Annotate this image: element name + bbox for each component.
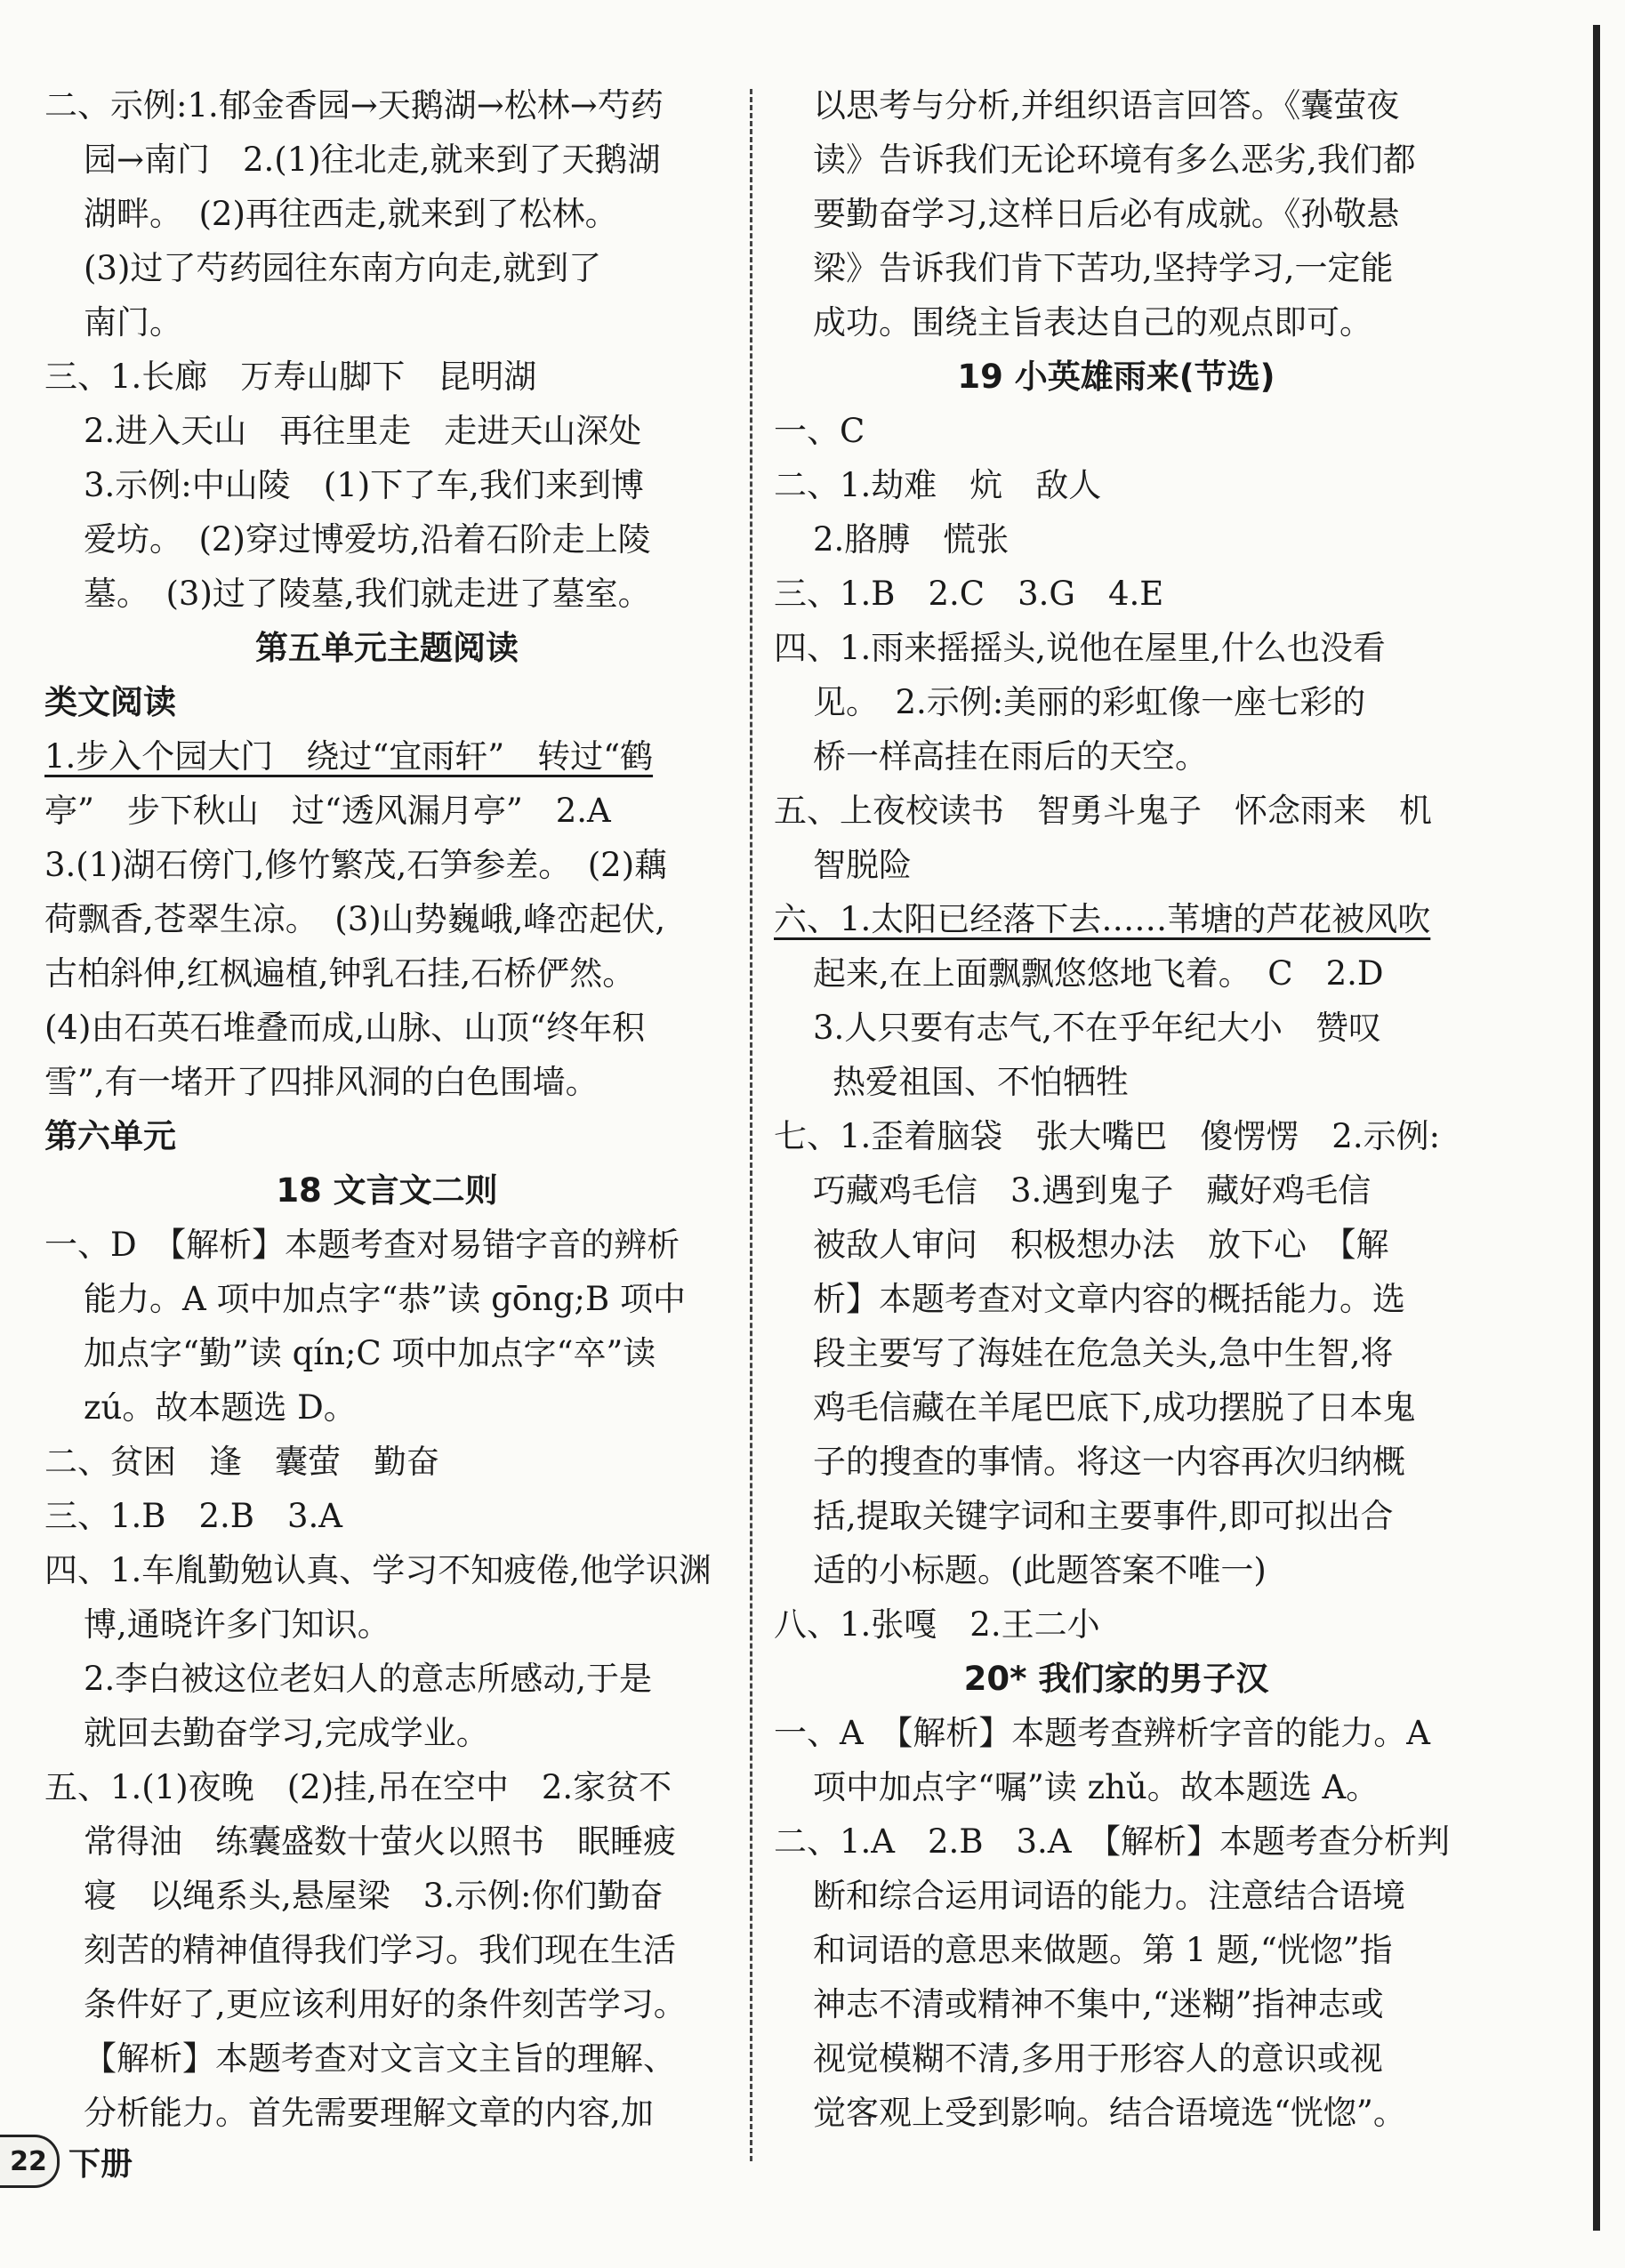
text-line: 加点字“勤”读 qín;C 项中加点字“卒”读 [84,1334,656,1372]
page-number: 22 [0,2135,60,2188]
text-line: 视觉模糊不清,多用于形容人的意识或视 [813,2039,1383,2078]
text-line: 二、贫困 逢 囊萤 勤奋 [44,1443,439,1481]
text-line: 适的小标题。(此题答案不唯一) [813,1551,1267,1589]
text-line: 亭” 步下秋山 过“透风漏月亭” 2.A [44,792,611,830]
section-title: 18 文言文二则 [276,1171,498,1210]
text-line: 2.胳膊 慌张 [813,520,1010,559]
text-line: 四、1.雨来摇摇头,说他在屋里,什么也没看 [774,629,1386,667]
text-line: 【解析】本题考查对文言文主旨的理解、 [84,2039,676,2078]
text-line: 一、D 【解析】本题考查对易错字音的辨析 [44,1226,680,1264]
section-title: 第五单元主题阅读 [255,629,519,667]
text-line: 巧藏鸡毛信 3.遇到鬼子 藏好鸡毛信 [813,1171,1372,1210]
text-line: 湖畔。 (2)再往西走,就来到了松林。 [84,195,618,233]
column-divider [750,89,752,2161]
text-line: (3)过了芍药园往东南方向走,就到了 [84,249,602,287]
text-line: 要勤奋学习,这样日后必有成就。《孙敬悬 [813,195,1400,233]
text-line: 3.(1)湖石傍门,修竹繁茂,石笋参差。 (2)藕 [44,846,668,884]
text-line: 3.人只要有志气,不在乎年纪大小 赞叹 [813,1009,1382,1047]
text-line: 寝 以绳系头,悬屋梁 3.示例:你们勤奋 [84,1877,664,1915]
text-line: (4)由石英石堆叠而成,山脉、山顶“终年积 [44,1009,646,1047]
text-line: 就回去勤奋学习,完成学业。 [84,1714,489,1752]
text-line: 热爱祖国、不怕牺牲 [833,1063,1129,1101]
text-line: 条件好了,更应该利用好的条件刻苦学习。 [84,1985,687,2023]
text-line: 起来,在上面飘飘悠悠地飞着。 C 2.D [813,954,1384,993]
text-line: 七、1.歪着脑袋 张大嘴巴 傻愣愣 2.示例: [774,1117,1441,1155]
text-line: 爱坊。 (2)穿过博爱坊,沿着石阶走上陵 [84,520,651,559]
section-title: 19 小英雄雨来(节选) [957,358,1275,396]
text-line: 智脱险 [813,846,912,884]
text-line: 六、1.太阳已经落下去……苇塘的芦花被风吹 [774,900,1431,938]
text-line: 博,通晓许多门知识。 [84,1605,390,1644]
text-line: 三、1.B 2.C 3.G 4.E [774,575,1164,613]
text-line: 分析能力。首先需要理解文章的内容,加 [84,2094,654,2132]
text-line: 园→南门 2.(1)往北走,就来到了天鹅湖 [84,141,661,179]
text-line: 子的搜查的事情。将这一内容再次归纳概 [813,1443,1405,1481]
text-line: 雪”,有一堵开了四排风洞的白色围墙。 [44,1063,599,1101]
text-line: 段主要写了海娃在危急关头,急中生智,将 [813,1334,1394,1372]
text-line: 神志不清或精神不集中,“迷糊”指神志或 [813,1985,1384,2023]
text-line: 五、1.(1)夜晚 (2)挂,吊在空中 2.家贫不 [44,1768,672,1806]
page-footer [0,2135,133,2188]
text-line: 三、1.长廊 万寿山脚下 昆明湖 [44,358,537,396]
text-line: 觉客观上受到影响。结合语境选“恍惚”。 [813,2094,1406,2132]
text-line: 墓。 (3)过了陵墓,我们就走进了墓室。 [84,575,651,613]
text-line: 读》告诉我们无论环境有多么恶劣,我们都 [813,141,1416,179]
text-line: 四、1.车胤勤勉认真、学习不知疲倦,他学识渊 [44,1551,712,1589]
text-line: 能力。A 项中加点字“恭”读 gōng;B 项中 [84,1280,686,1318]
text-line: 二、1.A 2.B 3.A 【解析】本题考查分析判 [774,1822,1451,1861]
text-line: 括,提取关键字词和主要事件,即可拟出合 [813,1497,1394,1535]
section-heading: 类文阅读 [44,683,176,721]
text-line: 八、1.张嘎 2.王二小 [774,1605,1100,1644]
text-line: 2.进入天山 再往里走 走进天山深处 [84,412,642,450]
text-line: 一、C [774,412,865,450]
page-edge-bar [1593,25,1600,2231]
text-line: 梁》告诉我们肯下苦功,坚持学习,一定能 [813,249,1394,287]
text-line: 五、上夜校读书 智勇斗鬼子 怀念雨来 机 [774,792,1432,830]
text-line: 常得油 练囊盛数十萤火以照书 眠睡疲 [84,1822,676,1861]
text-line: 1.步入个园大门 绕过“宜雨轩” 转过“鹤 [44,737,654,776]
text-line: 古柏斜伸,红枫遍植,钟乳石挂,石桥俨然。 [44,954,636,993]
text-line: 二、1.劫难 炕 敌人 [774,466,1102,504]
text-line: zú。故本题选 D。 [84,1388,357,1427]
left-column [44,78,729,2140]
section-title: 20* 我们家的男子汉 [963,1660,1269,1698]
text-line: 南门。 [84,303,182,342]
text-line: 鸡毛信藏在羊尾巴底下,成功摆脱了日本鬼 [813,1388,1416,1427]
text-line: 一、A 【解析】本题考查辨析字音的能力。A [774,1714,1430,1752]
text-line: 析】本题考查对文章内容的概括能力。选 [813,1280,1405,1318]
text-line: 桥一样高挂在雨后的天空。 [813,737,1208,776]
text-line: 以思考与分析,并组织语言回答。《囊萤夜 [813,86,1400,125]
text-line: 刻苦的精神值得我们学习。我们现在生活 [84,1931,676,1969]
right-column [774,78,1459,2140]
text-line: 三、1.B 2.B 3.A [44,1497,343,1535]
section-heading: 第六单元 [44,1117,176,1155]
text-line: 2.李白被这位老妇人的意志所感动,于是 [84,1660,653,1698]
volume-label: 下册 [68,2145,133,2183]
text-line: 3.示例:中山陵 (1)下了车,我们来到博 [84,466,644,504]
text-line: 荷飘香,苍翠生凉。 (3)山势巍峨,峰峦起伏, [44,900,666,938]
text-line: 二、示例:1.郁金香园→天鹅湖→松林→芍药 [44,86,664,125]
text-line: 成功。围绕主旨表达自己的观点即可。 [813,303,1372,342]
text-line: 被敌人审问 积极想办法 放下心 【解 [813,1226,1389,1264]
text-line: 和词语的意思来做题。第 1 题,“恍惚”指 [813,1931,1393,1969]
text-line: 断和综合运用词语的能力。注意结合语境 [813,1877,1405,1915]
text-line: 项中加点字“嘱”读 zhǔ。故本题选 A。 [813,1768,1380,1806]
text-line: 见。 2.示例:美丽的彩虹像一座七彩的 [813,683,1366,721]
